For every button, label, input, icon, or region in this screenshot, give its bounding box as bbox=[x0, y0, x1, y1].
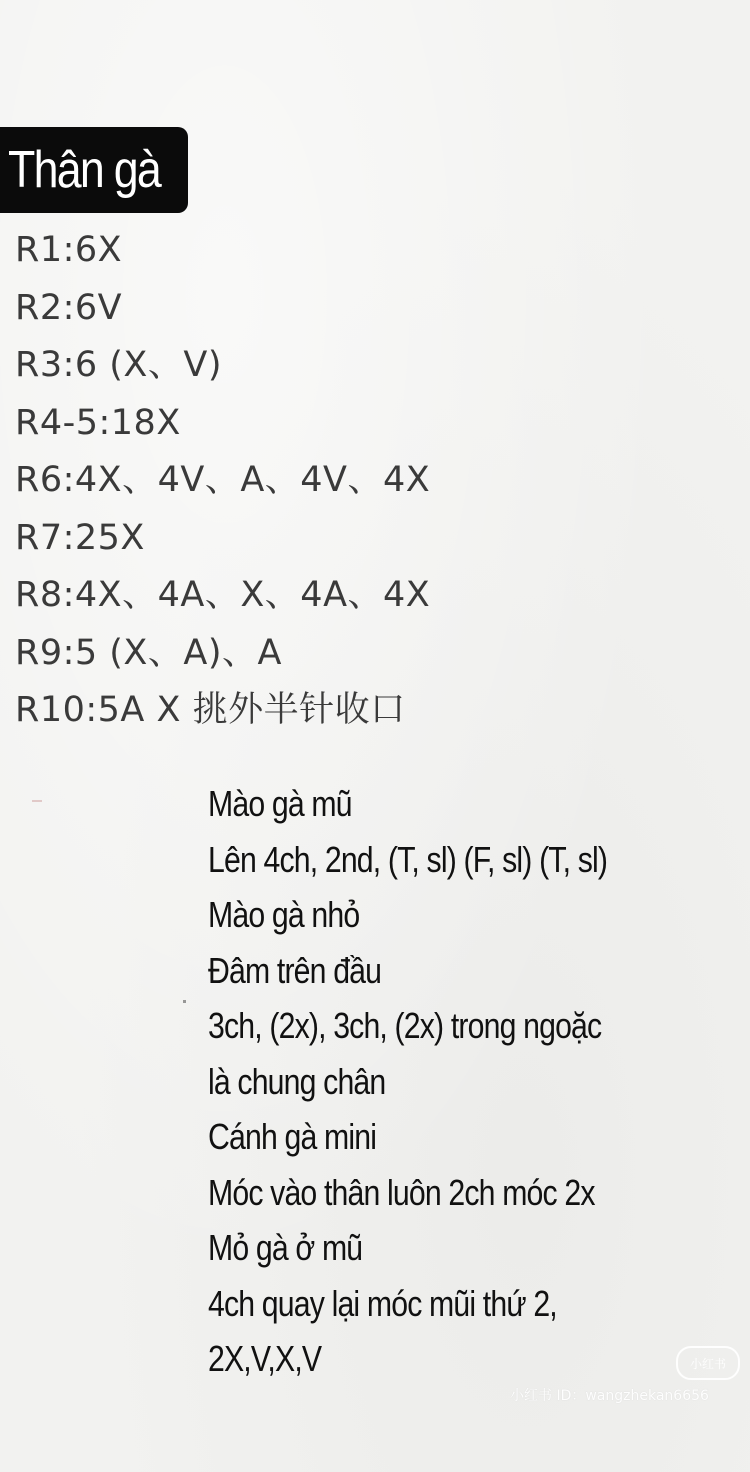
note-line: Lên 4ch, 2nd, (T, sl) (F, sl) (T, sl) bbox=[208, 838, 608, 880]
watermark-id: 小红书 ID：wangzhekan6656 bbox=[510, 1388, 709, 1404]
note-line: 2X,V,X,V bbox=[208, 1338, 322, 1379]
page-title: Thân gà bbox=[8, 141, 161, 199]
note-line: Mào gà mũ bbox=[208, 783, 352, 824]
note-line: 4ch quay lại móc mũi thứ 2, bbox=[208, 1282, 557, 1324]
note-line: là chung chân bbox=[208, 1060, 386, 1102]
paper-mark bbox=[183, 1000, 186, 1003]
note-line: 3ch, (2x), 3ch, (2x) trong ngoặc bbox=[208, 1005, 602, 1046]
round-item: R2:6V bbox=[15, 287, 123, 328]
note-line: Mỏ gà ở mũ bbox=[208, 1227, 363, 1268]
round-item: R6:4X、4V、A、4V、4X bbox=[15, 460, 431, 500]
note-line: Cánh gà mini bbox=[208, 1116, 377, 1157]
note-line: Đâm trên đầu bbox=[208, 949, 382, 991]
round-item: R4-5:18X bbox=[15, 402, 181, 443]
paper-mark bbox=[32, 800, 42, 802]
round-item: R10:5A X 挑外半针收口 bbox=[15, 690, 406, 730]
note-line: Móc vào thân luôn 2ch móc 2x bbox=[208, 1171, 595, 1213]
round-item: R1:6X bbox=[15, 230, 123, 270]
title-label bbox=[0, 127, 188, 213]
round-item: R3:6 (X、V) bbox=[15, 345, 223, 385]
watermark-logo: 小红书 bbox=[676, 1346, 740, 1380]
note-line: Mào gà nhỏ bbox=[208, 894, 360, 935]
round-item: R8:4X、4A、X、4A、4X bbox=[15, 575, 431, 615]
round-list bbox=[15, 222, 430, 740]
round-item: R9:5 (X、A)、A bbox=[15, 632, 282, 673]
round-item: R7:25X bbox=[15, 517, 145, 558]
notes-list bbox=[208, 776, 683, 1387]
